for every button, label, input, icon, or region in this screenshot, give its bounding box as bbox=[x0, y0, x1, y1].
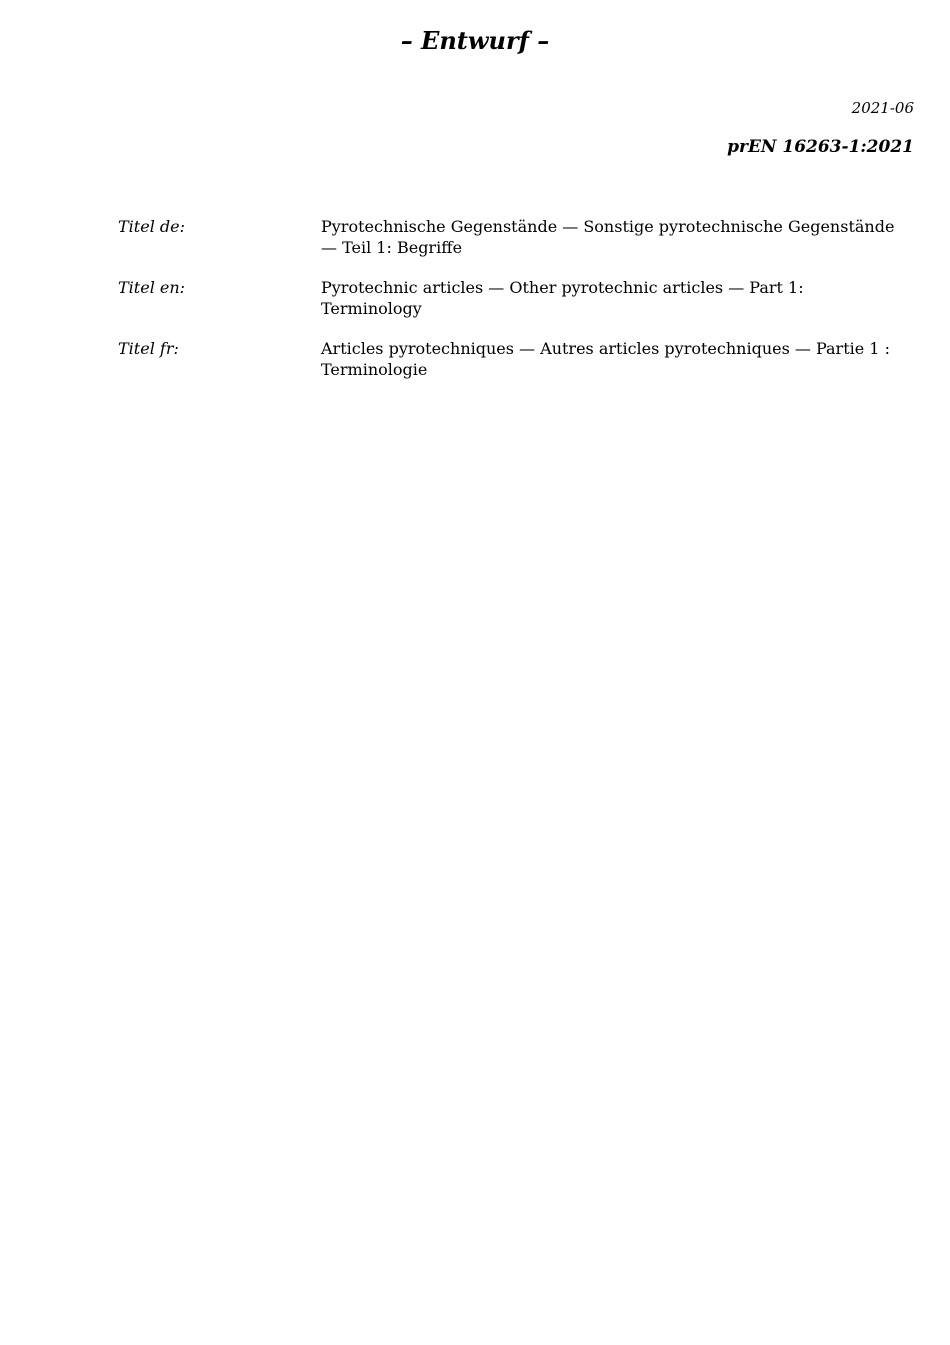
title-row-de bbox=[118, 216, 908, 258]
title-text-en: Pyrotechnic articles — Other pyrotechnic articles — Part 1: Terminology bbox=[321, 278, 804, 318]
document-number: prEN 16263-1:2021 bbox=[727, 137, 914, 157]
title-text-de: Pyrotechnische Gegenstände — Sonstige pyrotechnische Gegenstände — Teil 1: Begriffe bbox=[321, 217, 895, 257]
title-label-fr: Titel fr: bbox=[118, 339, 179, 358]
document-date: 2021-06 bbox=[851, 99, 914, 117]
title-label-en: Titel en: bbox=[118, 278, 186, 297]
title-row-en bbox=[118, 277, 908, 319]
title-label-de: Titel de: bbox=[118, 217, 185, 236]
title-list bbox=[118, 216, 908, 399]
draft-heading: – Entwurf – bbox=[400, 26, 550, 55]
title-text-fr: Articles pyrotechniques — Autres articles pyrotechniques — Partie 1 : Terminologie bbox=[321, 339, 890, 379]
title-row-fr bbox=[118, 338, 908, 380]
